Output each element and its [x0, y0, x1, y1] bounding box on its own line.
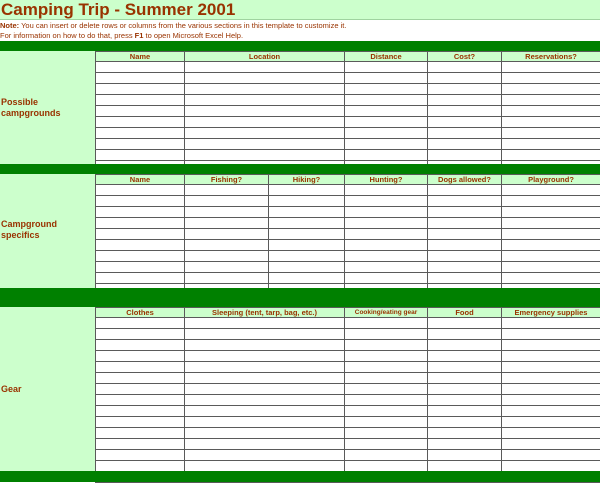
- table-cell[interactable]: [345, 128, 428, 139]
- table-cell[interactable]: [185, 240, 269, 251]
- table-row: [96, 95, 600, 106]
- table-cell[interactable]: [185, 439, 345, 450]
- table-cell[interactable]: [185, 329, 345, 340]
- table-cell[interactable]: [428, 251, 502, 262]
- table-cell[interactable]: [185, 318, 345, 329]
- table-cell[interactable]: [96, 84, 185, 95]
- table-cell[interactable]: [96, 240, 185, 251]
- table-row: [96, 417, 600, 428]
- header-row: [96, 308, 600, 318]
- column-header[interactable]: Playground?: [502, 175, 600, 185]
- table-cell[interactable]: [345, 318, 428, 329]
- table-cell[interactable]: [428, 196, 502, 207]
- table-cell[interactable]: [502, 196, 600, 207]
- table-cell[interactable]: [185, 351, 345, 362]
- section-label-cell-2: [0, 174, 95, 288]
- note-text-1: You can insert or delete rows or columns from the various sections in this template to customize it.: [19, 21, 346, 30]
- table-cell[interactable]: [502, 84, 600, 95]
- table-cell[interactable]: [502, 207, 600, 218]
- table-row: [96, 262, 600, 273]
- table-cell[interactable]: [96, 373, 185, 384]
- table-row: [96, 73, 600, 84]
- table-cell[interactable]: [428, 84, 502, 95]
- column-header[interactable]: Cooking/eating gear: [345, 308, 428, 318]
- table-row: [96, 362, 600, 373]
- table-cell[interactable]: [96, 251, 185, 262]
- table-cell[interactable]: [345, 362, 428, 373]
- table-cell[interactable]: [96, 196, 185, 207]
- table-cell[interactable]: [185, 262, 269, 273]
- table-cell[interactable]: [428, 207, 502, 218]
- table-cell[interactable]: [502, 373, 600, 384]
- table-cell[interactable]: [185, 428, 345, 439]
- table-cell[interactable]: [502, 150, 600, 161]
- section-label-possible-campgrounds: Possible campgrounds: [1, 97, 61, 119]
- table-row: [96, 329, 600, 340]
- table-cell[interactable]: [96, 439, 185, 450]
- table-cell[interactable]: [96, 229, 185, 240]
- table-cell[interactable]: [269, 196, 345, 207]
- table-cell[interactable]: [269, 273, 345, 284]
- table-cell[interactable]: [96, 218, 185, 229]
- table-cell[interactable]: [345, 461, 428, 472]
- table-cell[interactable]: [185, 128, 345, 139]
- note-key: F1: [135, 31, 144, 40]
- table-cell[interactable]: [96, 406, 185, 417]
- table-cell[interactable]: [502, 384, 600, 395]
- table-cell[interactable]: [428, 117, 502, 128]
- table-row: [96, 428, 600, 439]
- table-cell[interactable]: [502, 362, 600, 373]
- table-cell[interactable]: [96, 150, 185, 161]
- section-divider-3b: [0, 297, 600, 307]
- table-cell[interactable]: [345, 406, 428, 417]
- header-row: [96, 175, 600, 185]
- table-cell[interactable]: [502, 351, 600, 362]
- table-cell[interactable]: [345, 450, 428, 461]
- table-cell[interactable]: [428, 318, 502, 329]
- table-cell[interactable]: [185, 373, 345, 384]
- table-row: [96, 128, 600, 139]
- campground-specifics-table: [95, 174, 600, 295]
- table-row: [96, 150, 600, 161]
- column-header[interactable]: Reservations?: [502, 52, 600, 62]
- table-cell[interactable]: [428, 417, 502, 428]
- table-cell[interactable]: [345, 329, 428, 340]
- column-header[interactable]: Fishing?: [185, 175, 269, 185]
- table-cell[interactable]: [96, 450, 185, 461]
- table-cell[interactable]: [428, 218, 502, 229]
- table-cell[interactable]: [185, 406, 345, 417]
- table-cell[interactable]: [502, 417, 600, 428]
- table-cell[interactable]: [96, 95, 185, 106]
- table-cell[interactable]: [96, 384, 185, 395]
- table-cell[interactable]: [428, 185, 502, 196]
- table-cell[interactable]: [428, 329, 502, 340]
- table-cell[interactable]: [96, 106, 185, 117]
- table-cell[interactable]: [96, 128, 185, 139]
- table-cell[interactable]: [185, 273, 269, 284]
- table-cell[interactable]: [428, 95, 502, 106]
- column-header[interactable]: Distance: [345, 52, 428, 62]
- table-cell[interactable]: [96, 262, 185, 273]
- table-cell[interactable]: [502, 128, 600, 139]
- table-cell[interactable]: [269, 240, 345, 251]
- campgrounds-table: [95, 51, 600, 172]
- column-header[interactable]: Cost?: [428, 52, 502, 62]
- table-cell[interactable]: [502, 73, 600, 84]
- section-label-gear: Gear: [1, 384, 22, 395]
- table-row: [96, 106, 600, 117]
- table-cell[interactable]: [185, 139, 345, 150]
- table-cell[interactable]: [428, 351, 502, 362]
- table-cell[interactable]: [96, 461, 185, 472]
- table-cell[interactable]: [428, 340, 502, 351]
- table-cell[interactable]: [96, 318, 185, 329]
- table-cell[interactable]: [345, 439, 428, 450]
- table-cell[interactable]: [185, 207, 269, 218]
- table-cell[interactable]: [185, 461, 345, 472]
- table-cell[interactable]: [185, 229, 269, 240]
- table-cell[interactable]: [96, 207, 185, 218]
- table-cell[interactable]: [345, 384, 428, 395]
- table-cell[interactable]: [502, 318, 600, 329]
- table-row: [96, 207, 600, 218]
- table-cell[interactable]: [345, 95, 428, 106]
- table-row: [96, 395, 600, 406]
- table-cell[interactable]: [428, 428, 502, 439]
- table-cell[interactable]: [345, 417, 428, 428]
- table-cell[interactable]: [428, 439, 502, 450]
- table-cell[interactable]: [96, 62, 185, 73]
- table-cell[interactable]: [269, 229, 345, 240]
- table-cell[interactable]: [96, 117, 185, 128]
- table-cell[interactable]: [345, 139, 428, 150]
- table-cell[interactable]: [96, 340, 185, 351]
- table-cell[interactable]: [96, 329, 185, 340]
- table-cell[interactable]: [502, 461, 600, 472]
- table-cell[interactable]: [345, 218, 428, 229]
- table-cell[interactable]: [502, 117, 600, 128]
- table-cell[interactable]: [502, 406, 600, 417]
- table-cell[interactable]: [96, 273, 185, 284]
- table-cell[interactable]: [428, 461, 502, 472]
- table-cell[interactable]: [345, 73, 428, 84]
- section-label-cell-3: [0, 307, 95, 471]
- column-header[interactable]: Food: [428, 308, 502, 318]
- table-cell[interactable]: [502, 139, 600, 150]
- table-cell[interactable]: [428, 362, 502, 373]
- table-cell[interactable]: [428, 240, 502, 251]
- table-cell[interactable]: [185, 340, 345, 351]
- table-cell[interactable]: [428, 106, 502, 117]
- table-row: [96, 84, 600, 95]
- table-cell[interactable]: [185, 185, 269, 196]
- table-cell[interactable]: [185, 84, 345, 95]
- table-cell[interactable]: [345, 373, 428, 384]
- table-cell[interactable]: [185, 417, 345, 428]
- table-cell[interactable]: [185, 62, 345, 73]
- column-header[interactable]: Sleeping (tent, tarp, bag, etc.): [185, 308, 345, 318]
- table-cell[interactable]: [345, 106, 428, 117]
- table-cell[interactable]: [185, 117, 345, 128]
- table-row: [96, 450, 600, 461]
- table-cell[interactable]: [269, 251, 345, 262]
- table-cell[interactable]: [428, 150, 502, 161]
- table-cell[interactable]: [345, 428, 428, 439]
- table-cell[interactable]: [185, 251, 269, 262]
- table-cell[interactable]: [345, 340, 428, 351]
- table-cell[interactable]: [502, 106, 600, 117]
- table-row: [96, 62, 600, 73]
- table-cell[interactable]: [185, 395, 345, 406]
- table-cell[interactable]: [502, 450, 600, 461]
- gear-table: [95, 307, 600, 483]
- table-cell[interactable]: [345, 395, 428, 406]
- table-row: [96, 351, 600, 362]
- table-cell[interactable]: [185, 450, 345, 461]
- table-cell[interactable]: [502, 185, 600, 196]
- table-cell[interactable]: [428, 128, 502, 139]
- table-cell[interactable]: [428, 373, 502, 384]
- table-cell[interactable]: [185, 362, 345, 373]
- section-divider-1: [0, 41, 600, 51]
- table-cell[interactable]: [502, 95, 600, 106]
- column-header[interactable]: Name: [96, 52, 185, 62]
- table-cell[interactable]: [428, 73, 502, 84]
- table-cell[interactable]: [502, 218, 600, 229]
- table-row: [96, 117, 600, 128]
- column-header[interactable]: Emergency supplies: [502, 308, 600, 318]
- table-cell[interactable]: [345, 196, 428, 207]
- table-cell[interactable]: [185, 73, 345, 84]
- table-cell[interactable]: [345, 251, 428, 262]
- table-cell[interactable]: [502, 262, 600, 273]
- table-row: [96, 251, 600, 262]
- table-cell[interactable]: [428, 262, 502, 273]
- table-cell[interactable]: [96, 395, 185, 406]
- table-cell[interactable]: [345, 150, 428, 161]
- table-row: [96, 240, 600, 251]
- table-cell[interactable]: [502, 439, 600, 450]
- table-cell[interactable]: [502, 329, 600, 340]
- table-cell[interactable]: [502, 251, 600, 262]
- table-row: [96, 196, 600, 207]
- note-prefix: Note:: [0, 21, 19, 30]
- table-cell[interactable]: [269, 207, 345, 218]
- table-cell[interactable]: [428, 384, 502, 395]
- table-cell[interactable]: [345, 84, 428, 95]
- table-cell[interactable]: [345, 62, 428, 73]
- table-cell[interactable]: [185, 95, 345, 106]
- table-cell[interactable]: [428, 395, 502, 406]
- table-cell[interactable]: [345, 351, 428, 362]
- table-cell[interactable]: [502, 62, 600, 73]
- table-row: [96, 273, 600, 284]
- column-header[interactable]: Dogs allowed?: [428, 175, 502, 185]
- table-cell[interactable]: [428, 450, 502, 461]
- table-row: [96, 439, 600, 450]
- table-cell[interactable]: [185, 196, 269, 207]
- table-row: [96, 373, 600, 384]
- table-row: [96, 384, 600, 395]
- table-cell[interactable]: [96, 351, 185, 362]
- table-cell[interactable]: [185, 106, 345, 117]
- table-cell[interactable]: [428, 273, 502, 284]
- bottom-band: [0, 471, 600, 482]
- table-cell[interactable]: [185, 218, 269, 229]
- table-cell[interactable]: [502, 340, 600, 351]
- title-bar: [0, 0, 600, 20]
- table-cell[interactable]: [269, 218, 345, 229]
- section-label-cell-1: [0, 51, 95, 164]
- table-cell[interactable]: [96, 417, 185, 428]
- section-label-campground-specifics: Campground specifics: [1, 219, 57, 241]
- table-cell[interactable]: [96, 362, 185, 373]
- note-text-2b: to open Microsoft Excel Help.: [143, 31, 243, 40]
- table-cell[interactable]: [185, 384, 345, 395]
- table-cell[interactable]: [269, 262, 345, 273]
- page-title: Camping Trip - Summer 2001: [1, 0, 235, 19]
- table-cell[interactable]: [502, 428, 600, 439]
- section-divider-3a: [0, 288, 600, 297]
- note-line-2: [0, 31, 243, 41]
- table-cell[interactable]: [428, 229, 502, 240]
- table-row: [96, 218, 600, 229]
- table-cell[interactable]: [502, 229, 600, 240]
- table-cell[interactable]: [502, 273, 600, 284]
- table-cell[interactable]: [345, 240, 428, 251]
- table-cell[interactable]: [96, 428, 185, 439]
- table-cell[interactable]: [345, 207, 428, 218]
- table-cell[interactable]: [96, 139, 185, 150]
- table-row: [96, 185, 600, 196]
- table-cell[interactable]: [345, 273, 428, 284]
- section-divider-2: [0, 164, 600, 174]
- table-cell[interactable]: [502, 395, 600, 406]
- table-row: [96, 461, 600, 472]
- table-cell[interactable]: [345, 229, 428, 240]
- table-row: [96, 318, 600, 329]
- table-cell[interactable]: [269, 185, 345, 196]
- table-row: [96, 229, 600, 240]
- table-cell[interactable]: [345, 117, 428, 128]
- column-header[interactable]: Hiking?: [269, 175, 345, 185]
- table-row: [96, 139, 600, 150]
- table-cell[interactable]: [96, 185, 185, 196]
- column-header[interactable]: Location: [185, 52, 345, 62]
- column-header[interactable]: Name: [96, 175, 185, 185]
- table-cell[interactable]: [185, 150, 345, 161]
- header-row: [96, 52, 600, 62]
- column-header[interactable]: Clothes: [96, 308, 185, 318]
- table-cell[interactable]: [428, 139, 502, 150]
- table-cell[interactable]: [502, 240, 600, 251]
- note-line-1: [0, 21, 346, 31]
- column-header[interactable]: Hunting?: [345, 175, 428, 185]
- note-text-2a: For information on how to do that, press: [0, 31, 135, 40]
- table-cell[interactable]: [96, 73, 185, 84]
- table-cell[interactable]: [428, 62, 502, 73]
- table-cell[interactable]: [428, 406, 502, 417]
- table-cell[interactable]: [345, 185, 428, 196]
- table-cell[interactable]: [345, 262, 428, 273]
- table-row: [96, 406, 600, 417]
- table-row: [96, 340, 600, 351]
